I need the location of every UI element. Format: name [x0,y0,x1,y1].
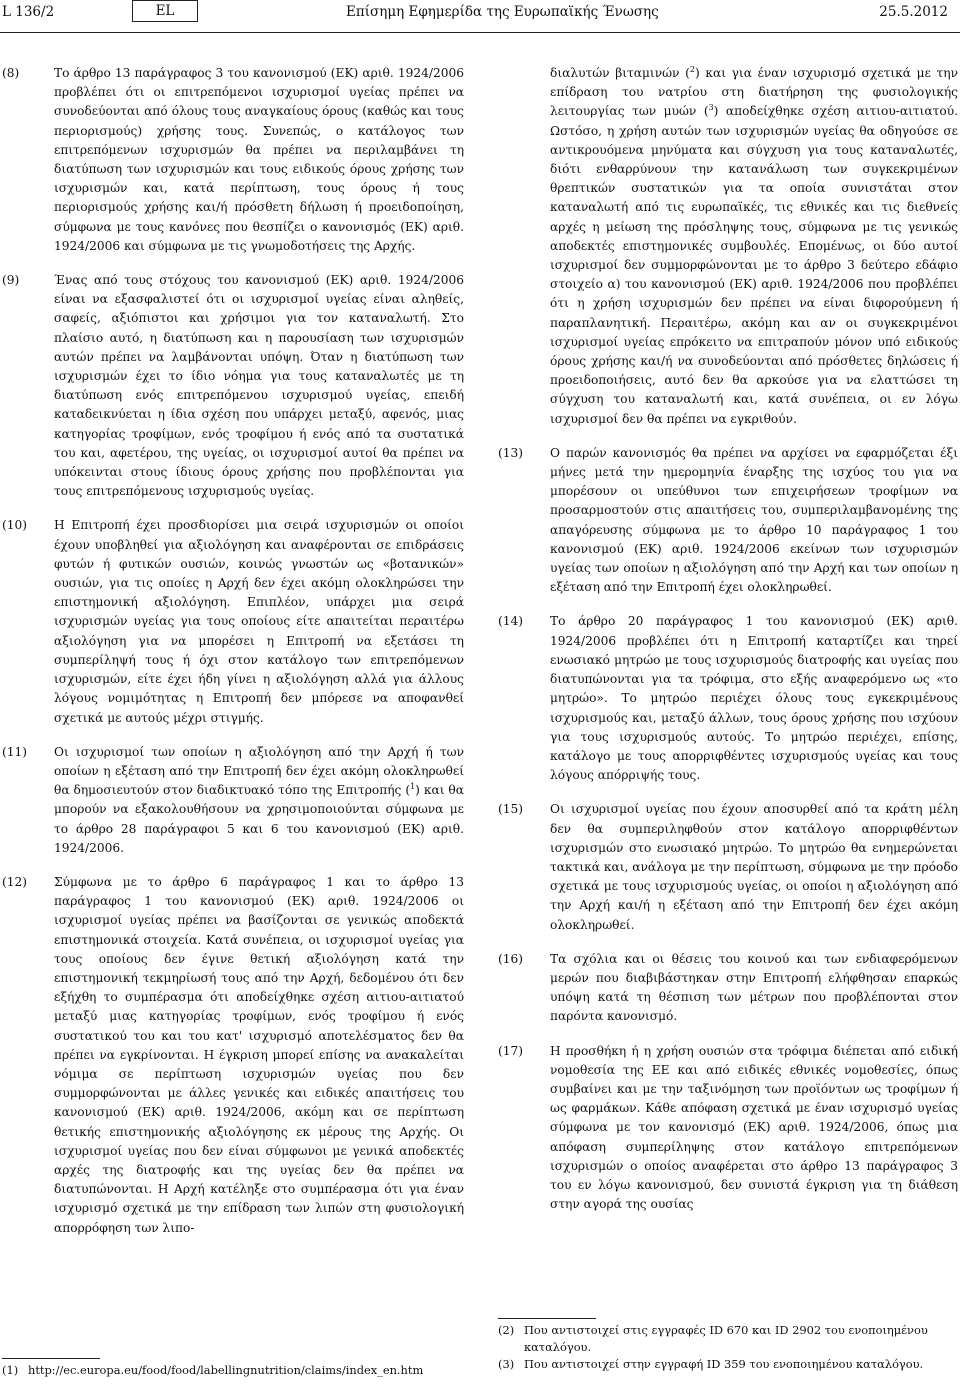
recital-text: Το άρθρο 13 παράγραφος 3 του κανονισμού (ΕΚ) αριθ. 1924/2006 προβλέπει ότι οι επιτρεπόμενοι ισχυρισμοί υγείας πρέπει να συνοδεύονται από όλους τους αναγκαίους όρους (καθώς και τους περιορισμούς) χρήσης τους. Συνεπώς, ο κατάλογος των επιτρεπόμενων ισχυρισμών θα πρέπει να περιλαμβάνει τη διατύπωση των ισχυρισμών και τους ειδικούς όρους χρήσης των ισχυρισμών και, κατά περίπτωση, τους όρους ή τους περιορισμούς χρήσης και/ή πρόσθετη δήλωση ή προειδοποίηση, σύμφωνα με τους κανόνες που θεσπίζει ο κανονισμός (ΕΚ) αριθ. 1924/2006 και σύμφωνα με τις γνωμοδοτήσεις της Αρχής. [54,66,464,253]
footnote-link[interactable]: http://ec.europa.eu/food/food/labellingnutrition/claims/index_en.htm [28,1363,424,1377]
recital-text [54,743,464,858]
recital-text-part: ) και για έναν ισχυρισμό σχετικά με την επίδραση του νατρίου στη διατήρηση της φυσιολογικής λειτουργίας των μυών ( [550,66,958,119]
journal-title: Επίσημη Εφημερίδα της Ευρωπαϊκής Ένωσης [346,4,659,20]
recital-number: (15) [498,802,524,817]
header-rule [0,32,960,33]
footnotes-right [498,1318,958,1373]
left-column [2,64,464,1253]
recital-text: Σύμφωνα με το άρθρο 6 παράγραφος 1 και το άρθρο 13 παράγραφος 1 του κανονισμού (ΕΚ) αριθ. 1924/2006 οι ισχυρισμοί υγείας πρέπει να βασίζονται σε γενικώς αποδεκτά επιστημονικά στοιχεία. Κατά συνέπεια, οι ισχυρισμοί υγείας για τους οποίους δεν έγινε θετική αξιολόγηση κατά την επιστημονική τεκμηρίωσή τους από την Αρχή, δεδομένου ότι δεν εξήχθη το συμπέρασμα ότι αποδείχθηκε σχέση αιτιου-αιτιατού μεταξύ μιας κατηγορίας τροφίμων, ενός τροφίμου ή ενός συστατικού του και του κατ' ισχυρισμό αποτελέσματος δεν θα πρέπει να εγκρίνονται. Η έγκριση μπορεί επίσης να ανακαλείται νόμιμα σε περίπτωση ισχυρισμών υγείας που δεν συμμορφώνονται με άλλες γενικές και ειδικές απαιτήσεις του κανονισμού (ΕΚ) αριθ. 1924/2006, ακόμη και σε περίπτωση θετικής επιστημονικής αξιολόγησης εκ μέρους της Αρχής. Οι ισχυρισμοί υγείας που δεν είναι σύμφωνοι με γενικά αποδεκτές αρχές της διατροφής και της υγείας δεν θα πρέπει να διατυπώνονται. Η Αρχή κατέληξε στο συμπέρασμα ότι για έναν ισχυρισμό σχετικά με την επίδραση των λιπών στη φυσιολογική απορρόφηση των λιπο- [54,874,464,1235]
recital-text: Ένας από τους στόχους του κανονισμού (ΕΚ) αριθ. 1924/2006 είναι να εξασφαλιστεί ότι οι ισχυρισμοί υγείας είναι αληθείς, σαφείς, αξιόπιστοι και χρήσιμοι για τον καταναλωτή. Στο πλαίσιο αυτό, η διατύπωση και η παρουσίαση των ισχυρισμών αυτών πρέπει να λαμβάνονται υπόψη. Όταν η διατύπωση των ισχυρισμών έχει το ίδιο νόημα για τους καταναλωτές με τη διατύπωση ενός επιτρεπόμενου ισχυρισμού υγείας, επειδή καταδεικνύεται η ίδια σχέση που υπάρχει μεταξύ, αφενός, μιας κατηγορίας τροφίμων, ενός τροφίμου ή ενός από τα συστατικά του και, αφετέρου, της υγείας, οι ισχυρισμοί αυτοί θα πρέπει να υπόκεινται στους ίδιους όρους χρήσης που προβλέπονται για τους επιτρεπόμενους ισχυρισμούς υγείας. [54,273,464,499]
recital-text-part: ) αποδείχθηκε σχέση αιτιου-αιτιατού. Ωστόσο, η χρήση αυτών των ισχυρισμών υγείας θα οδηγούσε σε αντικρουόμενα μηνύματα και σύγχυση για τους καταναλωτές, διότι ενθαρρύνουν την κατανάλωση των συγκεκριμένων θρεπτικών συστατικών για τα οποία συνιστάται στον καταναλωτή από τις ευρωπαϊκές, τις εθνικές και τις διεθνείς αρχές η μείωση της πρόσληψης τους, σύμφωνα με τις γενικώς αποδεκτές επιστημονικές συμβουλές. Επομένως, οι δύο αυτοί ισχυρισμοί δεν συμμορφώνονται με το άρθρο 3 δεύτερο εδάφιο στοιχείο α) του κανονισμού (ΕΚ) αριθ. 1924/2006 που προβλέπει ότι η χρήση ισχυρισμών δεν πρέπει να είναι διφορούμενη ή παραπλανητική. Περαιτέρω, ακόμη και αν οι συγκεκριμένοι ισχυρισμοί υγείας επρόκειτο να επιτραπούν μόνον υπό ειδικούς όρους χρήσης και/ή να συνοδεύονται από πρόσθετες δηλώσεις ή προειδοποιήσεις, αυτό δεν θα αρκούσε για να ελαττώσει τη σύγχυση του καταναλωτή και, κατά συνέπεια, οι εν λόγω ισχυρισμοί δεν θα πρέπει να εγκριθούν. [550,104,959,426]
footnote-text: Που αντιστοιχεί στις εγγραφές ID 670 και ID 2902 του ενοποιημένου καταλόγου. [524,1323,928,1354]
recital-number: (14) [498,614,524,629]
recital-text: Οι ισχυρισμοί υγείας που έχουν αποσυρθεί από τα κράτη μέλη δεν θα συμπεριληφθούν στον κατάλογο απορριφθέντων ισχυρισμών στο ενωσιακό μητρώο. Το μητρώο θα ενημερώνεται τακτικά και, ανάλογα με την περίπτωση, σύμφωνα με την πρόοδο σχετικά με τους ισχυρισμούς υγείας, οι οποίοι η αξιολόγηση από την Αρχή και/ή η εξέταση από την Επιτροπή δεν έχει ακόμη ολοκληρωθεί. [550,802,958,932]
recital-14 [498,612,958,785]
page-header [0,0,960,40]
footnote-ref[interactable]: 2 [689,64,695,74]
recital-8 [2,64,464,256]
recital-9 [2,271,464,501]
recital-text: Τα σχόλια και οι θέσεις του κοινού και των ενδιαφερόμενων μερών που διαβιβάστηκαν στην Επιτροπή ελήφθησαν επαρκώς υπόψη κατά τη θέσπιση των μέτρων που προβλέπονται στον παρόντα κανονισμό. [550,951,958,1024]
recital-number: (10) [2,518,28,533]
recital-text: Ο παρών κανονισμός θα πρέπει να αρχίσει να εφαρμόζεται έξι μήνες μετά την ημερομηνία έναρξης της ισχύος του για να μπορέσουν οι υπεύθυνοι των επιχειρήσεων τροφίμων να προσαρμοστούν στις απαιτήσεις του, συμπεριλαμβανομένης της απαγόρευσης σύμφωνα με το άρθρο 10 παράγραφος 1 του κανονισμού (ΕΚ) αριθ. 1924/2006 εκείνων των ισχυρισμών υγείας των οποίων η αξιολόγηση από την Αρχή και των οποίων η εξέταση από την Επιτροπή έχει ολοκληρωθεί. [550,445,958,595]
recital-17 [498,1042,958,1215]
footnote-number: (2) [498,1323,515,1337]
recital-number: (12) [2,874,28,889]
recital-text: Το άρθρο 20 παράγραφος 1 του κανονισμού (ΕΚ) αριθ. 1924/2006 προβλέπει ότι η Επιτροπή καταρτίζει και τηρεί ενωσιακό μητρώο με τους ισχυρισμούς διατροφής και υγείας που διατυπώνονται για τα τρόφιμα, στο εξής αναφερόμενο ως «το μητρώο». Το μητρώο περιέχει όλους τους εγκεκριμένους ισχυρισμούς και, μεταξύ άλλων, τους όρους χρήσης που ισχύουν για τους ισχυρισμούς αυτούς. Το μητρώο περιέχει, επίσης, κατάλογο με τους απορριφθέντες ισχυρισμούς υγείας και τους λόγους απόρριψής τους. [550,614,958,783]
footnote-number: (3) [498,1357,515,1371]
footnote-2 [498,1322,958,1356]
footnote-number: (1) [2,1363,19,1377]
page-number: L 136/2 [2,4,55,20]
recital-11 [2,743,464,858]
recital-number: (17) [498,1043,524,1058]
footnote-rule [498,1318,596,1319]
recital-15 [498,800,958,934]
recital-number: (9) [2,273,20,288]
recital-text-part: ) και θα μπορούν να εξακολουθήσουν να χρησιμοποιούνται σύμφωνα με το άρθρο 28 παράγραφοι 5 και 6 του κανονισμού (ΕΚ) αριθ. 1924/2006. [54,783,464,855]
recital-number: (16) [498,951,524,966]
footnote-text: Που αντιστοιχεί στην εγγραφή ID 359 του ενοποιημένου καταλόγου. [524,1357,924,1371]
recital-number: (11) [2,744,28,759]
right-column [498,64,958,1229]
language-code-box: EL [132,0,198,22]
recital-text-part: διαλυτών βιταμινών ( [550,66,690,80]
recital-text: Η Επιτροπή έχει προσδιορίσει μια σειρά ισχυρισμών οι οποίοι έχουν υποβληθεί για αξιολόγηση και αναφέρονται σε επιδράσεις φυτών ή φυτικών ουσιών, κοινώς γνωστών ως «βοτανικών» ουσιών, για τις οποίες η Αρχή δεν έχει ακόμη ολοκληρώσει την επιστημονική αξιολόγηση. Επιπλέον, υπάρχει μια σειρά ισχυρισμών υγείας για τους οποίους είτε απαιτείται περαιτέρω αξιολόγηση για να μπορέσει η Επιτροπή να εξετάσει τη συμπερίληψή τους ή όχι στον κατάλογο των επιτρεπόμενων ισχυρισμών, είτε έχει ήδη γίνει η αξιολόγηση αλλά για άλλους λόγους νομιμότητας η Επιτροπή δεν μπόρεσε να αποφανθεί σχετικά με αυτούς μέχρι στιγμής. [54,518,464,725]
recital-number: (8) [2,66,20,80]
recital-12 [2,873,464,1238]
recital-text [550,64,958,429]
footnote-rule [2,1358,100,1359]
recital-text-part: Οι ισχυρισμοί των οποίων η αξιολόγηση από την Αρχή ή των οποίων η εξέταση από την Επιτροπή δεν έχει ακόμη ολοκληρωθεί θα δημοσιευτούν στον διαδικτυακό τόπο της Επιτροπής ( [54,744,464,798]
footnote-3 [498,1356,958,1373]
recital-10 [2,516,464,727]
publication-date: 25.5.2012 [879,4,948,20]
recital-13 [498,444,958,598]
footnote-1 [2,1362,464,1378]
recital-text: Η προσθήκη ή η χρήση ουσιών στα τρόφιμα διέπεται από ειδική νομοθεσία της ΕΕ και από ειδικές εθνικές νομοθεσίες, όπως συμβαίνει και με την ταξινόμηση των προϊόντων ως τροφίμων ή ως φαρμάκων. Κάθε απόφαση σχετικά με έναν ισχυρισμό υγείας σύμφωνα με τον κανονισμό (ΕΚ) αριθ. 1924/2006, όπως μια απόφαση συμπερίληψης στον κατάλογο επιτρεπόμενων ισχυρισμών ο οποίος αναφέρεται στο άρθρο 13 παράγραφος 3 του εν λόγω κανονισμού, δεν συνιστά έγκριση για τη διάθεση στην αγορά της ουσίας [550,1043,958,1212]
recital-16 [498,950,958,1027]
footnote-ref[interactable]: 1 [410,782,416,792]
footnotes-left [2,1358,464,1378]
footnote-ref[interactable]: 3 [708,103,714,113]
recital-number: (13) [498,445,524,460]
recital-12-continuation [498,64,958,429]
